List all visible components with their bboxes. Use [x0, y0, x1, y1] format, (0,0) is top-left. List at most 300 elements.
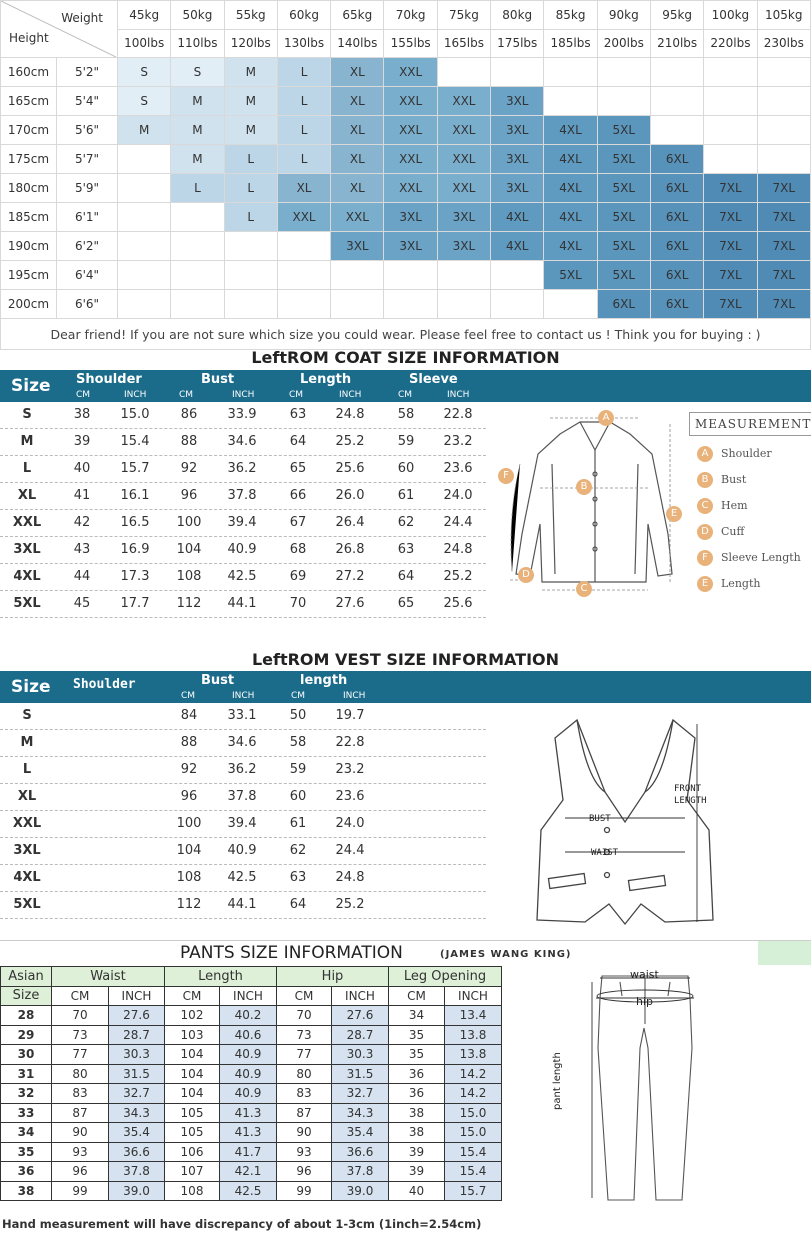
size-cell: 4XL — [491, 232, 544, 261]
coat-value-cell: 65 — [289, 461, 307, 476]
pants-value-cell: 41.3 — [220, 1103, 277, 1123]
pants-size-cell: 29 — [1, 1025, 52, 1045]
coat-value-cell: 27.6 — [335, 596, 365, 611]
pants-value-cell: 40.6 — [220, 1025, 277, 1045]
pants-value-cell: 37.8 — [109, 1162, 165, 1182]
coat-value-cell: 26.0 — [335, 488, 365, 503]
pants-value-cell: 83 — [277, 1084, 332, 1104]
coat-row — [0, 510, 486, 537]
pants-value-cell: 108 — [165, 1181, 220, 1201]
size-cell: 7XL — [757, 203, 810, 232]
vest-size-cell: XXL — [12, 816, 42, 831]
legend-marker: C — [697, 498, 713, 514]
coat-value-cell: 16.5 — [120, 515, 150, 530]
coat-value-cell: 104 — [176, 542, 202, 557]
pants-row — [1, 1025, 502, 1045]
pants-value-cell: 35 — [389, 1045, 445, 1065]
legend-label: Cuff — [721, 525, 745, 538]
vest-value-cell: 62 — [289, 843, 307, 858]
coat-row — [0, 564, 486, 591]
size-cell: 7XL — [704, 232, 757, 261]
pants-value-cell: 104 — [165, 1064, 220, 1084]
weight-kg-cell: 105kg — [757, 1, 810, 30]
legend-label: Hem — [721, 499, 748, 512]
pants-value-cell: 27.6 — [332, 1006, 389, 1026]
legend-marker: B — [697, 472, 713, 488]
pants-value-cell: 32.7 — [109, 1084, 165, 1104]
coat-value-cell: 27.2 — [335, 569, 365, 584]
coat-unit-cm: CM — [289, 390, 304, 400]
pants-value-cell: 93 — [52, 1142, 109, 1162]
size-cell — [118, 203, 171, 232]
size-cell — [277, 232, 330, 261]
pants-value-cell: 41.3 — [220, 1123, 277, 1143]
coat-unit-cm: CM — [179, 390, 194, 400]
size-cell: 7XL — [704, 174, 757, 203]
size-cell — [650, 116, 703, 145]
pants-value-cell: 99 — [52, 1181, 109, 1201]
marker-e: E — [666, 506, 682, 522]
asian-label: Asian — [1, 967, 52, 987]
vest-value-cell: 59 — [289, 762, 307, 777]
height-cm-cell: 200cm — [1, 290, 57, 319]
size-chart-note: Dear friend! If you are not sure which size you could wear. Please feel free to contact us ! Think you for buying : ) — [1, 319, 811, 350]
coat-row — [0, 429, 486, 456]
vest-value-cell: 24.8 — [335, 870, 365, 885]
weight-lbs-cell: 200lbs — [597, 29, 650, 58]
pants-value-cell: 40.2 — [220, 1006, 277, 1026]
pants-value-cell: 13.4 — [445, 1006, 502, 1026]
vest-value-cell: 39.4 — [227, 816, 257, 831]
pants-value-cell: 15.4 — [445, 1142, 502, 1162]
pants-value-cell: 96 — [52, 1162, 109, 1182]
pants-value-cell: 13.8 — [445, 1025, 502, 1045]
size-cell: M — [171, 116, 224, 145]
coat-value-cell: 26.8 — [335, 542, 365, 557]
vest-size-label: Size — [11, 677, 51, 697]
pants-unit-cm: CM — [389, 986, 445, 1006]
pants-value-cell: 70 — [52, 1006, 109, 1026]
pants-row — [1, 1103, 502, 1123]
legend-label: Length — [721, 577, 761, 590]
marker-f: F — [498, 468, 514, 484]
vest-value-cell: 24.0 — [335, 816, 365, 831]
size-cell — [171, 203, 224, 232]
size-chart-note-row — [1, 319, 811, 350]
size-cell: 3XL — [491, 87, 544, 116]
vest-unit-inch: INCH — [343, 691, 366, 701]
coat-value-cell: 25.2 — [443, 569, 473, 584]
coat-value-cell: 40.9 — [227, 542, 257, 557]
size-cell: 6XL — [650, 174, 703, 203]
vest-header-shoulder: Shoulder — [73, 677, 136, 692]
vest-title: LeftROM VEST SIZE INFORMATION — [251, 650, 560, 669]
size-cell — [224, 232, 277, 261]
vest-row — [0, 784, 486, 811]
size-cell: 3XL — [437, 203, 490, 232]
size-cell: 3XL — [384, 232, 437, 261]
vest-header-bust: Bust — [201, 673, 235, 688]
legend-item — [697, 498, 748, 514]
coat-header-bust: Bust — [201, 372, 235, 387]
coat-unit-cm: CM — [76, 390, 91, 400]
size-cell: 3XL — [331, 232, 384, 261]
size-cell: 7XL — [704, 203, 757, 232]
legend-item — [697, 446, 772, 462]
vest-value-cell: 23.6 — [335, 789, 365, 804]
size-cell: 6XL — [650, 261, 703, 290]
pants-value-cell: 35 — [389, 1025, 445, 1045]
size-cell: 5XL — [597, 232, 650, 261]
size-cell — [544, 87, 597, 116]
pants-value-cell: 27.6 — [109, 1006, 165, 1026]
coat-header-length: Length — [300, 372, 352, 387]
legend-item — [697, 524, 744, 540]
coat-unit-inch: INCH — [124, 390, 147, 400]
vest-value-cell: 60 — [289, 789, 307, 804]
vest-diagram — [525, 710, 725, 936]
pants-value-cell: 99 — [277, 1181, 332, 1201]
vest-row — [0, 865, 486, 892]
size-cell — [224, 290, 277, 319]
size-cell: 7XL — [757, 174, 810, 203]
pants-value-cell: 104 — [165, 1084, 220, 1104]
pants-title: PANTS SIZE INFORMATION — [180, 943, 403, 963]
pants-value-cell: 32.7 — [332, 1084, 389, 1104]
size-cell — [757, 116, 810, 145]
height-ft-cell: 5'7" — [57, 145, 118, 174]
pants-value-cell: 39.0 — [109, 1181, 165, 1201]
size-cell — [597, 58, 650, 87]
vest-value-cell: 33.1 — [227, 708, 257, 723]
pants-row — [1, 1084, 502, 1104]
size-cell — [171, 290, 224, 319]
coat-value-cell: 23.6 — [443, 461, 473, 476]
coat-size-cell: L — [22, 461, 32, 476]
size-cell: 5XL — [544, 261, 597, 290]
pants-value-cell: 90 — [277, 1123, 332, 1143]
coat-value-cell: 64 — [289, 434, 307, 449]
pants-value-cell: 39.0 — [332, 1181, 389, 1201]
size-chart-row — [1, 290, 811, 319]
height-cm-cell: 170cm — [1, 116, 57, 145]
size-cell — [118, 174, 171, 203]
vest-unit-cm: CM — [291, 691, 306, 701]
vest-header-band — [0, 671, 811, 703]
vest-value-cell: 50 — [289, 708, 307, 723]
measurement-title: MEASUREMENT — [689, 412, 811, 436]
size-cell: M — [171, 87, 224, 116]
vest-header-length: length — [300, 673, 348, 688]
coat-value-cell: 36.2 — [227, 461, 257, 476]
vest-value-cell: 58 — [289, 735, 307, 750]
pants-value-cell: 14.2 — [445, 1084, 502, 1104]
size-cell: XL — [331, 116, 384, 145]
size-chart-row — [1, 87, 811, 116]
coat-header-sleeve: Sleeve — [409, 372, 458, 387]
pants-size-cell: 30 — [1, 1045, 52, 1065]
size-cell: 4XL — [544, 232, 597, 261]
pants-unit-inch: INCH — [109, 986, 165, 1006]
coat-value-cell: 43 — [73, 542, 91, 557]
pants-size-cell: 33 — [1, 1103, 52, 1123]
coat-value-cell: 24.0 — [443, 488, 473, 503]
coat-value-cell: 24.4 — [443, 515, 473, 530]
height-ft-cell: 5'2" — [57, 58, 118, 87]
size-cell: L — [277, 116, 330, 145]
coat-value-cell: 26.4 — [335, 515, 365, 530]
size-cell: 7XL — [704, 261, 757, 290]
size-cell: 6XL — [650, 145, 703, 174]
coat-row — [0, 402, 486, 429]
coat-value-cell: 15.4 — [120, 434, 150, 449]
weight-kg-cell: 95kg — [650, 1, 703, 30]
size-cell — [437, 290, 490, 319]
coat-size-cell: M — [20, 434, 34, 449]
coat-size-cell: 5XL — [13, 596, 41, 611]
size-cell: 5XL — [597, 261, 650, 290]
size-cell — [704, 87, 757, 116]
size-cell: XXL — [331, 203, 384, 232]
size-cell — [224, 261, 277, 290]
vest-value-cell: 64 — [289, 897, 307, 912]
pants-size-cell: 34 — [1, 1123, 52, 1143]
height-cm-cell: 185cm — [1, 203, 57, 232]
coat-value-cell: 40 — [73, 461, 91, 476]
weight-kg-cell: 90kg — [597, 1, 650, 30]
size-cell: 5XL — [597, 116, 650, 145]
size-cell: S — [118, 58, 171, 87]
vest-waist-label: WAIST — [591, 848, 619, 858]
pants-value-cell: 15.0 — [445, 1123, 502, 1143]
weight-lbs-cell: 230lbs — [757, 29, 810, 58]
coat-value-cell: 62 — [397, 515, 415, 530]
vest-row — [0, 811, 486, 838]
coat-value-cell: 61 — [397, 488, 415, 503]
size-cell: 3XL — [491, 174, 544, 203]
coat-value-cell: 108 — [176, 569, 202, 584]
size-cell: 4XL — [544, 116, 597, 145]
size-chart-row — [1, 116, 811, 145]
pants-value-cell: 104 — [165, 1045, 220, 1065]
weight-kg-cell: 55kg — [224, 1, 277, 30]
coat-row — [0, 537, 486, 564]
vest-value-cell: 25.2 — [335, 897, 365, 912]
vest-value-cell: 112 — [176, 897, 202, 912]
pants-value-cell: 105 — [165, 1123, 220, 1143]
vest-value-cell: 92 — [180, 762, 198, 777]
pants-value-cell: 40 — [389, 1181, 445, 1201]
size-cell: 5XL — [597, 203, 650, 232]
size-cell: XL — [331, 174, 384, 203]
pants-table — [0, 966, 502, 1201]
pants-value-cell: 87 — [52, 1103, 109, 1123]
coat-value-cell: 96 — [180, 488, 198, 503]
pants-row — [1, 1045, 502, 1065]
pants-size-cell: 31 — [1, 1064, 52, 1084]
pants-unit-cm: CM — [52, 986, 109, 1006]
size-chart-row — [1, 58, 811, 87]
size-cell: 6XL — [597, 290, 650, 319]
size-cell — [704, 58, 757, 87]
height-ft-cell: 6'2" — [57, 232, 118, 261]
legend-item — [697, 576, 760, 592]
size-cell — [437, 261, 490, 290]
size-cell: XL — [331, 145, 384, 174]
size-cell: 3XL — [491, 145, 544, 174]
pants-title-bar — [0, 940, 811, 965]
size-cell — [277, 261, 330, 290]
coat-value-cell: 63 — [397, 542, 415, 557]
size-cell: XXL — [437, 116, 490, 145]
coat-value-cell: 60 — [397, 461, 415, 476]
size-cell: XXL — [384, 145, 437, 174]
vest-size-cell: 4XL — [13, 870, 41, 885]
size-cell: 6XL — [650, 203, 703, 232]
coat-value-cell: 86 — [180, 407, 198, 422]
pants-value-cell: 103 — [165, 1025, 220, 1045]
vest-value-cell: 37.8 — [227, 789, 257, 804]
weight-label: Weight — [61, 11, 103, 25]
pants-value-cell: 40.9 — [220, 1084, 277, 1104]
vest-value-cell: 19.7 — [335, 708, 365, 723]
marker-d: D — [518, 567, 534, 583]
size-chart-row — [1, 232, 811, 261]
height-ft-cell: 5'6" — [57, 116, 118, 145]
vest-bust-label: BUST — [589, 814, 611, 824]
size-cell: S — [171, 58, 224, 87]
height-cm-cell: 180cm — [1, 174, 57, 203]
size-cell — [384, 261, 437, 290]
pants-value-cell: 34 — [389, 1006, 445, 1026]
size-cell: 7XL — [757, 290, 810, 319]
size-cell: 6XL — [650, 232, 703, 261]
size-cell: 4XL — [491, 203, 544, 232]
pants-unit-inch: INCH — [220, 986, 277, 1006]
size-cell: XXL — [437, 87, 490, 116]
size-cell — [491, 261, 544, 290]
size-cell: S — [118, 87, 171, 116]
size-cell: 3XL — [384, 203, 437, 232]
height-cm-cell: 175cm — [1, 145, 57, 174]
size-label: Size — [1, 986, 52, 1006]
coat-rows — [0, 402, 486, 618]
weight-kg-cell: 80kg — [491, 1, 544, 30]
pants-value-cell: 73 — [277, 1025, 332, 1045]
coat-value-cell: 67 — [289, 515, 307, 530]
size-cell — [704, 116, 757, 145]
size-chart-row — [1, 203, 811, 232]
vest-unit-cm: CM — [181, 691, 196, 701]
vest-value-cell: 23.2 — [335, 762, 365, 777]
weight-lbs-cell: 165lbs — [437, 29, 490, 58]
size-cell: 7XL — [757, 261, 810, 290]
coat-value-cell: 45 — [73, 596, 91, 611]
coat-value-cell: 70 — [289, 596, 307, 611]
coat-unit-inch: INCH — [232, 390, 255, 400]
coat-value-cell: 44 — [73, 569, 91, 584]
coat-value-cell: 37.8 — [227, 488, 257, 503]
marker-a: A — [598, 410, 614, 426]
pants-value-cell: 96 — [277, 1162, 332, 1182]
legend-label: Sleeve Length — [721, 551, 801, 564]
vest-value-cell: 24.4 — [335, 843, 365, 858]
vest-value-cell: 100 — [176, 816, 202, 831]
marker-c: C — [576, 581, 592, 597]
size-cell: M — [224, 58, 277, 87]
vest-value-cell: 104 — [176, 843, 202, 858]
coat-row — [0, 456, 486, 483]
pants-length-label: pant length — [552, 1052, 563, 1110]
size-cell: XXL — [384, 58, 437, 87]
footnote: Hand measurement will have discrepancy of about 1-3cm (1inch=2.54cm) — [2, 1217, 482, 1231]
vest-row — [0, 703, 486, 730]
pants-value-cell: 35.4 — [109, 1123, 165, 1143]
pants-value-cell: 15.4 — [445, 1162, 502, 1182]
weight-lbs-cell: 120lbs — [224, 29, 277, 58]
vest-size-cell: XL — [17, 789, 37, 804]
coat-header-band — [0, 370, 811, 402]
size-chart-row — [1, 261, 811, 290]
vest-size-cell: S — [22, 708, 32, 723]
pants-group-header: Leg Opening — [389, 967, 502, 987]
pants-size-cell: 28 — [1, 1006, 52, 1026]
pants-value-cell: 105 — [165, 1103, 220, 1123]
measurement-legend — [697, 446, 811, 596]
weight-kg-cell: 100kg — [704, 1, 757, 30]
vest-size-cell: L — [22, 762, 32, 777]
vest-value-cell: 40.9 — [227, 843, 257, 858]
pants-row — [1, 1064, 502, 1084]
size-cell: L — [224, 203, 277, 232]
legend-marker: E — [697, 576, 713, 592]
size-cell: M — [118, 116, 171, 145]
coat-value-cell: 16.1 — [120, 488, 150, 503]
pants-value-cell: 102 — [165, 1006, 220, 1026]
pants-row — [1, 1142, 502, 1162]
height-ft-cell: 6'1" — [57, 203, 118, 232]
legend-marker: D — [697, 524, 713, 540]
weight-kg-cell: 85kg — [544, 1, 597, 30]
coat-value-cell: 59 — [397, 434, 415, 449]
pants-unit-cm: CM — [277, 986, 332, 1006]
size-cell: L — [277, 145, 330, 174]
coat-value-cell: 15.7 — [120, 461, 150, 476]
size-cell — [331, 290, 384, 319]
coat-value-cell: 22.8 — [443, 407, 473, 422]
pants-row — [1, 1123, 502, 1143]
size-cell: M — [171, 145, 224, 174]
coat-row — [0, 591, 486, 618]
pants-size-cell: 35 — [1, 1142, 52, 1162]
vest-value-cell: 84 — [180, 708, 198, 723]
vest-row — [0, 757, 486, 784]
pants-waist-label: waist — [630, 968, 659, 981]
pants-value-cell: 90 — [52, 1123, 109, 1143]
size-cell — [118, 261, 171, 290]
coat-size-cell: 3XL — [13, 542, 41, 557]
pants-value-cell: 36.6 — [332, 1142, 389, 1162]
pants-value-cell: 37.8 — [332, 1162, 389, 1182]
size-cell: M — [224, 116, 277, 145]
size-chart-row — [1, 145, 811, 174]
size-cell: XXL — [384, 87, 437, 116]
pants-unit-inch: INCH — [445, 986, 502, 1006]
size-cell: L — [224, 145, 277, 174]
size-cell: L — [171, 174, 224, 203]
coat-value-cell: 69 — [289, 569, 307, 584]
height-cm-cell: 195cm — [1, 261, 57, 290]
